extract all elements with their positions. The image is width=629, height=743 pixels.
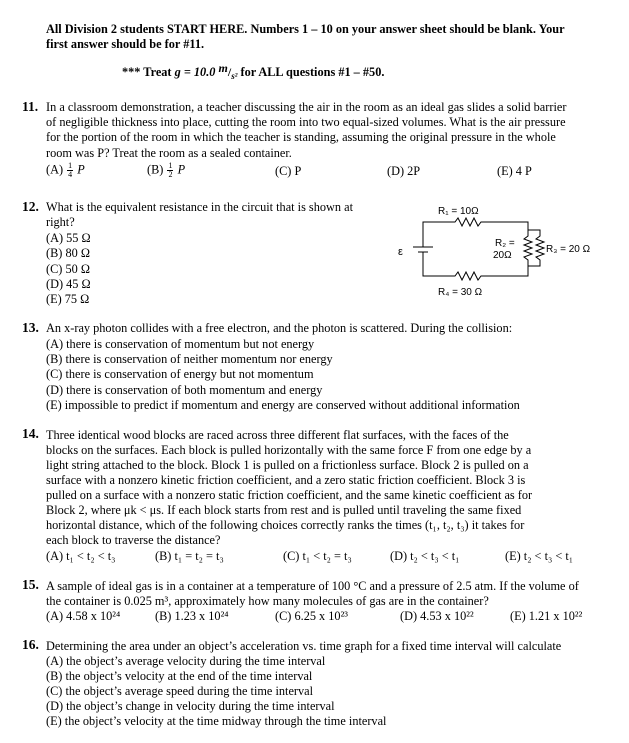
r4-resistor-wire	[423, 252, 528, 280]
q14-choice-a: (A) t₁ < t₂ < t₃	[46, 549, 116, 563]
q13-choice-c: (C) there is conservation of energy but not momentum	[46, 367, 314, 381]
gravity-note-prefix: *** Treat	[122, 65, 175, 79]
fraction-one-quarter: $\frac{1}{4}$	[68, 161, 73, 179]
gravity-note-value: g = 10.0	[174, 65, 216, 79]
gravity-unit-s: s²	[231, 71, 238, 81]
circuit-diagram	[380, 200, 620, 310]
q14-line: Block 2, where μk < μs. If each block starts from rest and is pulled until traveling the same fixed	[46, 503, 522, 517]
r1-resistor-wire	[423, 218, 528, 230]
choice-var: P	[77, 162, 85, 177]
q14-line: light string attached to the block. Block 1 is pulled on a frictionless surface. Block 2 is pulled on a	[46, 458, 529, 472]
r1-label: R₁ = 10Ω	[438, 206, 479, 217]
header-line-2: first answer should be for #11.	[46, 37, 205, 51]
q11-choice-c: (C) P	[275, 164, 302, 178]
q14-line: each block to traverse the distance?	[46, 533, 221, 547]
gravity-unit-m: m	[218, 61, 228, 75]
q12-choice-c: (C) 50 Ω	[46, 262, 90, 276]
q11-number: 11.	[22, 99, 39, 114]
gravity-note-suffix: for ALL questions #1 – #50.	[237, 65, 385, 79]
q11-line: In a classroom demonstration, a teacher discussing the air in the room as an ideal gas slides a solid barrier	[46, 100, 567, 114]
q13-line: An x-ray photon collides with a free electron, and the photon is scattered. During the collision:	[46, 321, 513, 335]
q15-choice-a: (A) 4.58 x 10²⁴	[46, 609, 121, 623]
fraction-one-half: $\frac{1}{2}$	[168, 161, 173, 179]
q14-line: horizontal distance, which of the following choices correctly ranks the times (t₁, t₂, t₃) it takes for	[46, 518, 525, 532]
r2-label-top: R₂ =	[495, 238, 515, 249]
q16-choice-d: (D) the object’s change in velocity during the time interval	[46, 699, 335, 713]
q14-number: 14.	[22, 426, 39, 441]
choice-label: (A)	[46, 162, 64, 177]
q15-number: 15.	[22, 577, 39, 592]
q15-choice-b: (B) 1.23 x 10²⁴	[155, 609, 229, 623]
q15-line: the container is 0.025 m³, approximately how many molecules of gas are in the container?	[46, 594, 489, 608]
q11-choice-d: (D) 2P	[387, 164, 421, 178]
q12-choice-a: (A) 55 Ω	[46, 231, 91, 245]
q12-number: 12.	[22, 199, 39, 214]
q11-line: for the portion of the room in which the teacher is standing, assuming the original pressure in the whole	[46, 130, 556, 144]
r4-label: R₄ = 30 Ω	[438, 287, 483, 298]
r2-label-bottom: 20Ω	[493, 250, 512, 261]
choice-var: P	[177, 162, 186, 177]
q16-number: 16.	[22, 637, 39, 652]
q11-choice-b	[147, 162, 185, 179]
q14-choice-c: (C) t₁ < t₂ = t₃	[283, 549, 352, 563]
q14-line: surface with a nonzero kinetic friction coefficient, and a zero static friction coefficient. Block 3 is	[46, 473, 526, 487]
q12-line: right?	[46, 215, 75, 229]
q14-choice-d: (D) t₂ < t₃ < t₁	[390, 549, 460, 563]
q11-line: of negligible thickness into place, cutting the room into two equal-sized volumes. What is the air pressure	[46, 115, 566, 129]
q15-choice-c: (C) 6.25 x 10²³	[275, 609, 348, 623]
q14-line: Three identical wood blocks are raced across three different flat surfaces, with the faces of the	[46, 428, 509, 442]
q14-line: pulled on a surface with a nonzero static friction coefficient, and the same kinetic coefficient as for	[46, 488, 533, 502]
q13-number: 13.	[22, 320, 39, 335]
q15-choice-d: (D) 4.53 x 10²²	[400, 609, 474, 623]
q12-choice-b: (B) 80 Ω	[46, 246, 90, 260]
q16-choice-b: (B) the object’s velocity at the end of the time interval	[46, 669, 313, 683]
q14-choice-e: (E) t₂ < t₃ < t₁	[505, 549, 574, 563]
q16-choice-a: (A) the object’s average velocity during the time interval	[46, 654, 326, 668]
q11-choice-a	[46, 162, 85, 179]
q12-choice-e: (E) 75 Ω	[46, 292, 90, 306]
r2-resistor	[524, 230, 532, 266]
q16-choice-c: (C) the object’s average speed during the time interval	[46, 684, 314, 698]
q15-line: A sample of ideal gas is in a container at a temperature of 100 °C and a pressure of 2.5 atm. If the volume of	[46, 579, 579, 593]
q13-choice-a: (A) there is conservation of momentum but not energy	[46, 337, 315, 351]
gravity-note: *** Treat g = 10.0 $m/_{s^2}$ for ALL questions #1 – #50.	[122, 61, 385, 81]
r3-label: R₃ = 20 Ω	[546, 244, 591, 255]
q16-line: Determining the area under an object’s acceleration vs. time graph for a fixed time interval will calculate	[46, 639, 562, 653]
q12-choice-d: (D) 45 Ω	[46, 277, 91, 291]
q11-choice-e: (E) 4 P	[497, 164, 532, 178]
q12-line: What is the equivalent resistance in the circuit that is shown at	[46, 200, 353, 214]
q14-line: blocks on the surfaces. Each block is pulled horizontally with the same force F from one edge by a	[46, 443, 532, 457]
q16-choice-e: (E) the object’s velocity at the time midway through the time interval	[46, 714, 387, 728]
r3-resistor	[528, 230, 544, 266]
q14-choice-b: (B) t₁ = t₂ = t₃	[155, 549, 224, 563]
q13-choice-d: (D) there is conservation of both momentum and energy	[46, 383, 323, 397]
q15-choice-e: (E) 1.21 x 10²²	[510, 609, 583, 623]
choice-label: (B)	[147, 162, 164, 177]
q13-choice-e: (E) impossible to predict if momentum and energy are conserved without additional information	[46, 398, 520, 412]
header-line-1: All Division 2 students START HERE. Numbers 1 – 10 on your answer sheet should be blank. Your	[46, 22, 565, 36]
q13-choice-b: (B) there is conservation of neither momentum nor energy	[46, 352, 333, 366]
q11-line: room was P? Treat the room as a sealed container.	[46, 146, 292, 160]
emf-label: ε	[398, 246, 403, 258]
